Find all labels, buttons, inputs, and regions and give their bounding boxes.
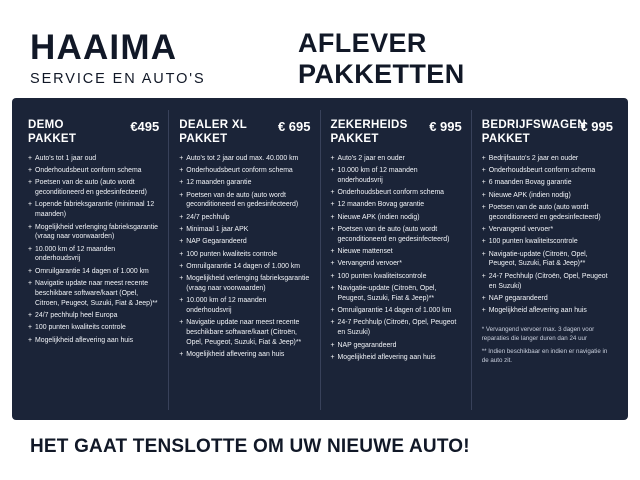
plus-icon: + bbox=[28, 324, 33, 332]
plus-icon: + bbox=[28, 311, 33, 319]
package-feature-text: Nieuwe mattenset bbox=[337, 248, 393, 256]
package-feature bbox=[482, 237, 613, 247]
package-feature bbox=[179, 318, 310, 347]
plus-icon: + bbox=[179, 297, 184, 305]
package-feature-text: Navigatie-update (Citroën, Opel, Peugeot, Suzuki, Fiat & Jeep)** bbox=[488, 250, 588, 268]
package-feature bbox=[331, 154, 462, 164]
package-feature-text: Mogelijkheid aflevering aan huis bbox=[488, 307, 587, 315]
package-feature bbox=[28, 323, 159, 333]
plus-icon: + bbox=[330, 189, 335, 197]
package-feature-text: Mogelijkheid aflevering aan huis bbox=[337, 353, 436, 361]
package-feature-text: Mogelijkheid verlenging fabrieksgarantie (vraag naar voorwaarden) bbox=[35, 223, 158, 241]
package-feature bbox=[482, 154, 613, 164]
plus-icon: + bbox=[330, 353, 335, 361]
plus-icon: + bbox=[481, 226, 486, 234]
plus-icon: + bbox=[330, 226, 335, 234]
package-feature-text: Nieuwe APK (indien nodig) bbox=[337, 213, 420, 221]
package-feature-text: Auto's tot 2 jaar oud max. 40.000 km bbox=[186, 154, 299, 162]
package-feature-text: 100 punten kwaliteits controle bbox=[35, 324, 126, 332]
package-feature-text: 12 maanden Bovag garantie bbox=[337, 201, 425, 209]
package-feature-text: Navigatie-update (Citroën, Opel, Peugeot, Suzuki, Fiat & Jeep)** bbox=[337, 285, 437, 302]
package-feature-text: 10.000 km of 12 maanden onderhoudsvrij bbox=[35, 245, 116, 263]
package-feature bbox=[179, 274, 310, 294]
plus-icon: + bbox=[330, 285, 335, 293]
package-footnotes bbox=[482, 326, 613, 366]
package-feature bbox=[28, 178, 159, 198]
package-feature-text: 24/7 pechhulp bbox=[186, 213, 230, 221]
package-header bbox=[331, 118, 462, 147]
plus-icon: + bbox=[330, 167, 335, 175]
package-feature bbox=[179, 178, 310, 188]
package-feature bbox=[28, 200, 159, 220]
package-feature bbox=[331, 353, 462, 363]
package-feature bbox=[482, 191, 613, 201]
package-feature bbox=[331, 166, 462, 186]
plus-icon: + bbox=[28, 223, 33, 231]
package-feature-text: 24/7 pechhulp heel Europa bbox=[35, 311, 118, 319]
package-feature bbox=[28, 267, 159, 277]
headline-line-1: AFLEVER bbox=[298, 28, 427, 58]
packages-panel bbox=[12, 98, 628, 420]
package-feature-text: Onderhoudsbeurt conform schema bbox=[337, 189, 445, 197]
package-feature-text: NAP Gegarandeerd bbox=[186, 238, 247, 246]
plus-icon: + bbox=[179, 250, 184, 258]
plus-icon: + bbox=[28, 267, 33, 275]
package-card bbox=[471, 110, 622, 410]
package-feature-text: Vervangend vervoer* bbox=[488, 226, 554, 234]
plus-icon: + bbox=[481, 250, 486, 258]
package-feature bbox=[482, 306, 613, 316]
plus-icon: + bbox=[330, 341, 335, 349]
package-feature-text: 6 maanden Bovag garantie bbox=[488, 179, 572, 187]
package-feature bbox=[482, 294, 613, 304]
plus-icon: + bbox=[179, 226, 184, 234]
package-feature bbox=[28, 166, 159, 176]
package-feature bbox=[28, 223, 159, 243]
plus-icon: + bbox=[481, 203, 486, 211]
package-feature bbox=[331, 225, 462, 245]
package-feature-text: Poetsen van de auto (auto wordt geconditioneerd en gedesinfecteerd) bbox=[35, 179, 147, 197]
package-feature-text: Poetsen van de auto (auto wordt geconditioneerd en gedesinfecteerd) bbox=[337, 226, 450, 243]
package-feature-text: 10.000 km of 12 maanden onderhoudsvrij bbox=[186, 297, 267, 315]
package-feature-text: Bedrijfsauto's 2 jaar en ouder bbox=[488, 154, 579, 162]
plus-icon: + bbox=[179, 167, 184, 175]
plus-icon: + bbox=[330, 260, 335, 268]
package-feature bbox=[331, 318, 462, 338]
package-footnote: ** Indien beschikbaar en indien er navigatie in de auto zit. bbox=[481, 347, 608, 364]
plus-icon: + bbox=[28, 245, 33, 253]
package-feature bbox=[331, 247, 462, 257]
package-feature-text: Lopende fabrieksgarantie (minimaal 12 maanden) bbox=[35, 201, 155, 219]
plus-icon: + bbox=[481, 307, 486, 315]
plus-icon: + bbox=[330, 248, 335, 256]
plus-icon: + bbox=[179, 179, 184, 187]
plus-icon: + bbox=[28, 336, 33, 344]
package-feature-text: 12 maanden garantie bbox=[186, 179, 252, 187]
package-feature-text: Navigatie update naar meest recente beschikbare software/kaart (Citroën, Opel, Peugeot, Suzuki, Fiat & Jeep)** bbox=[186, 319, 302, 346]
plus-icon: + bbox=[179, 262, 184, 270]
plus-icon: + bbox=[330, 319, 335, 327]
package-header bbox=[482, 118, 613, 147]
package-feature-text: Auto's 2 jaar en ouder bbox=[337, 154, 405, 162]
package-feature-text: Onderhoudsbeurt conform schema bbox=[186, 167, 293, 175]
package-feature bbox=[28, 154, 159, 164]
package-feature bbox=[179, 166, 310, 176]
package-feature bbox=[482, 272, 613, 292]
package-feature bbox=[28, 336, 159, 346]
package-feature-text: 24-7 Pechhulp (Citroën, Opel, Peugeot en Suzuki) bbox=[488, 272, 608, 290]
package-feature bbox=[331, 259, 462, 269]
package-feature bbox=[179, 237, 310, 247]
plus-icon: + bbox=[481, 179, 486, 187]
package-feature-text: Mogelijkheid aflevering aan huis bbox=[186, 351, 285, 359]
package-feature-text: 100 punten kwaliteitscontrole bbox=[488, 238, 578, 246]
package-footnote: * Vervangend vervoer max. 3 dagen voor reparaties die langer duren dan 24 uur bbox=[481, 325, 595, 342]
plus-icon: + bbox=[481, 238, 486, 246]
plus-icon: + bbox=[28, 280, 33, 288]
plus-icon: + bbox=[330, 213, 335, 221]
plus-icon: + bbox=[330, 154, 335, 162]
package-feature bbox=[179, 154, 310, 164]
package-title: BEDRIJFSWAGEN PAKKET bbox=[481, 119, 586, 146]
package-feature bbox=[331, 213, 462, 223]
header bbox=[0, 0, 640, 98]
plus-icon: + bbox=[179, 275, 184, 283]
package-feature bbox=[28, 311, 159, 321]
plus-icon: + bbox=[28, 179, 33, 187]
plus-icon: + bbox=[481, 154, 486, 162]
package-feature bbox=[482, 178, 613, 188]
package-feature-text: 24-7 Pechhulp (Citroën, Opel, Peugeot en Suzuki) bbox=[337, 319, 457, 337]
package-feature bbox=[482, 203, 613, 223]
package-feature bbox=[331, 188, 462, 198]
plus-icon: + bbox=[179, 191, 184, 199]
plus-icon: + bbox=[179, 319, 184, 327]
package-feature bbox=[331, 200, 462, 210]
package-feature-text: Mogelijkheid aflevering aan huis bbox=[35, 336, 134, 344]
brand-block bbox=[30, 26, 280, 87]
plus-icon: + bbox=[330, 272, 335, 280]
package-feature-text: Poetsen van de auto (auto wordt geconditioneerd en gedesinfecteerd) bbox=[488, 203, 601, 221]
package-feature-text: Omruilgarantie 14 dagen of 1.000 km bbox=[337, 307, 452, 315]
plus-icon: + bbox=[481, 191, 486, 199]
package-header bbox=[179, 118, 310, 147]
package-feature bbox=[179, 350, 310, 360]
package-feature bbox=[482, 250, 613, 270]
plus-icon: + bbox=[179, 213, 184, 221]
package-feature bbox=[331, 341, 462, 351]
package-card bbox=[168, 110, 319, 410]
package-feature bbox=[179, 250, 310, 260]
package-feature-text: Onderhoudsbeurt conform schema bbox=[488, 167, 596, 175]
plus-icon: + bbox=[179, 351, 184, 359]
package-card bbox=[18, 110, 168, 410]
package-feature bbox=[482, 225, 613, 235]
plus-icon: + bbox=[330, 307, 335, 315]
package-feature-text: NAP gegarandeerd bbox=[488, 294, 548, 302]
package-feature-text: 100 punten kwaliteitscontrole bbox=[337, 272, 427, 280]
package-feature-text: 10.000 km of 12 maanden onderhoudsvrij bbox=[337, 167, 418, 184]
package-feature bbox=[179, 225, 310, 235]
package-feature-text: Poetsen van de auto (auto wordt geconditioneerd en gedesinfecteerd) bbox=[186, 191, 299, 209]
package-title: DEALER XL PAKKET bbox=[179, 119, 247, 146]
plus-icon: + bbox=[28, 201, 33, 209]
page-title bbox=[280, 26, 610, 89]
plus-icon: + bbox=[481, 167, 486, 175]
headline-line-2: PAKKETTEN bbox=[298, 59, 465, 90]
brand-tagline: SERVICE EN AUTO'S bbox=[30, 71, 206, 87]
plus-icon: + bbox=[481, 294, 486, 302]
package-card bbox=[320, 110, 471, 410]
package-title: ZEKERHEIDS PAKKET bbox=[330, 119, 408, 146]
plus-icon: + bbox=[179, 154, 184, 162]
package-feature-text: Auto's tot 1 jaar oud bbox=[35, 154, 97, 162]
package-feature-text: Omruilgarantie 14 dagen of 1.000 km bbox=[186, 262, 301, 270]
plus-icon: + bbox=[481, 272, 486, 280]
package-feature bbox=[28, 245, 159, 265]
package-price: € 995 bbox=[580, 119, 613, 134]
package-header bbox=[28, 118, 159, 147]
package-feature-text: Minimaal 1 jaar APK bbox=[186, 226, 249, 234]
plus-icon: + bbox=[179, 238, 184, 246]
package-feature bbox=[331, 306, 462, 316]
package-feature bbox=[179, 191, 310, 211]
brand-name: HAAIMA bbox=[30, 28, 178, 67]
footer-slogan: HET GAAT TENSLOTTE OM UW NIEUWE AUTO! bbox=[30, 436, 470, 457]
package-feature bbox=[482, 166, 613, 176]
plus-icon: + bbox=[28, 167, 33, 175]
package-feature bbox=[331, 284, 462, 304]
package-feature-text: Mogelijkheid verlenging fabrieksgarantie (vraag naar voorwaarden) bbox=[186, 275, 310, 293]
package-feature bbox=[28, 279, 159, 308]
package-feature bbox=[179, 262, 310, 272]
package-feature bbox=[331, 272, 462, 282]
package-feature-text: 100 punten kwaliteits controle bbox=[186, 250, 278, 258]
package-price: € 695 bbox=[277, 119, 311, 134]
package-feature-text: Vervangend vervoer* bbox=[337, 260, 402, 268]
package-feature-text: Nieuwe APK (indien nodig) bbox=[488, 191, 571, 199]
footer bbox=[0, 420, 640, 458]
package-price: € 995 bbox=[429, 119, 462, 134]
package-feature-text: Navigatie update naar meest recente beschikbare software/kaart (Opel, Citroen, Peugeot, Suzuki, Fiat & Jeep)** bbox=[35, 280, 158, 307]
package-feature bbox=[179, 213, 310, 223]
plus-icon: + bbox=[28, 154, 33, 162]
package-feature-text: Omruilgarantie 14 dagen of 1.000 km bbox=[35, 267, 149, 275]
package-feature bbox=[179, 296, 310, 316]
package-feature-text: Onderhoudsbeurt conform schema bbox=[35, 167, 142, 175]
package-title: DEMO PAKKET bbox=[28, 119, 77, 146]
package-price: €495 bbox=[130, 119, 160, 134]
package-feature-text: NAP gegarandeerd bbox=[337, 341, 397, 349]
plus-icon: + bbox=[330, 201, 335, 209]
